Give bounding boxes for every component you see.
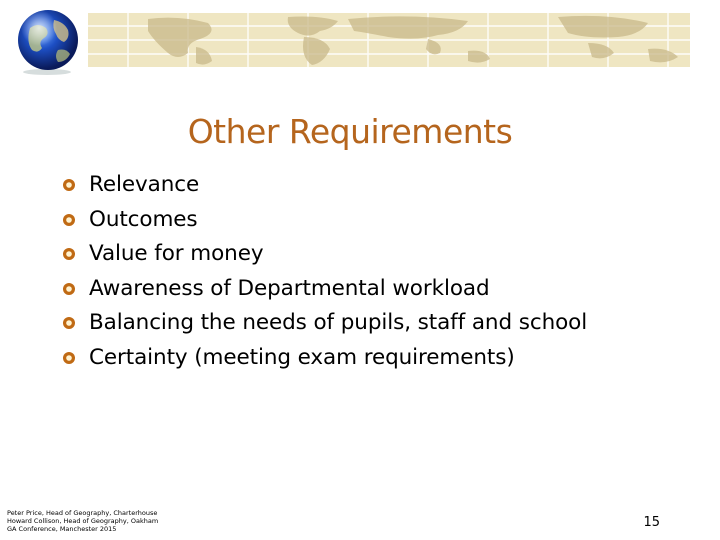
footer-line: Howard Collison, Head of Geography, Oakham: [7, 517, 159, 526]
list-item: Outcomes: [62, 203, 587, 238]
bullet-list: [62, 168, 587, 375]
slide-title: Other Requirements: [187, 112, 513, 151]
list-item: Value for money: [62, 237, 587, 272]
circle-bullet-icon: [62, 282, 76, 296]
list-item: Certainty (meeting exam requirements): [62, 341, 587, 376]
world-map-banner: [88, 13, 690, 67]
list-item: Balancing the needs of pupils, staff and school: [62, 306, 587, 341]
circle-bullet-icon: [62, 247, 76, 261]
circle-bullet-icon: [62, 351, 76, 365]
circle-bullet-icon: [62, 316, 76, 330]
list-item: Relevance: [62, 168, 587, 203]
page-number: 15: [643, 515, 660, 530]
footer-line: Peter Price, Head of Geography, Charterhouse: [7, 509, 158, 517]
circle-bullet-icon: [62, 178, 76, 192]
footer-credits: [7, 509, 158, 534]
globe-icon: [8, 6, 88, 76]
circle-bullet-icon: [62, 213, 76, 227]
list-item: Awareness of Departmental workload: [62, 272, 587, 307]
footer-line: GA Conference, Manchester 2015: [7, 525, 117, 534]
